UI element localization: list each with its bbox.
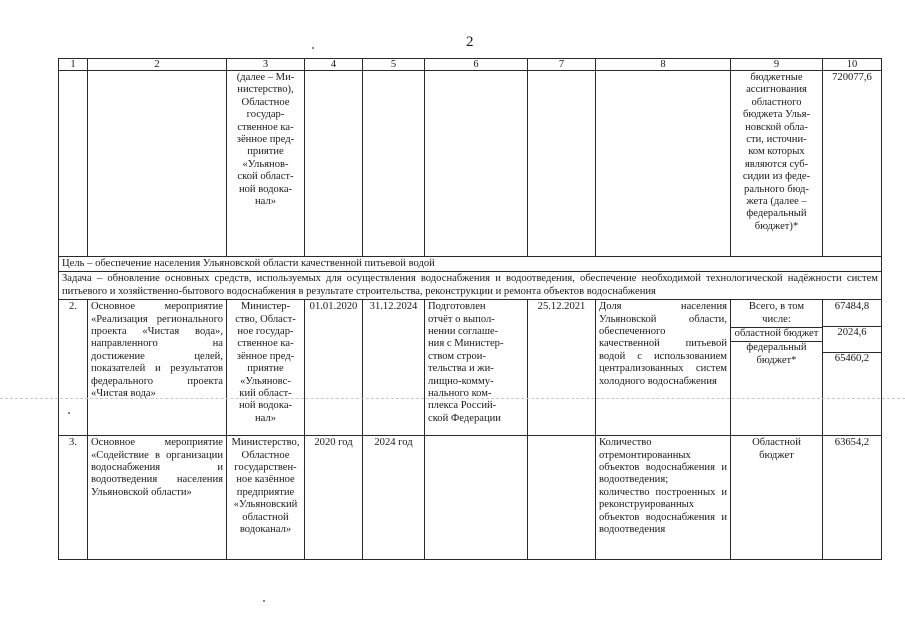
header-row	[59, 59, 882, 71]
header-cell: 8	[596, 59, 731, 71]
scan-fold-line	[0, 398, 905, 399]
program-table	[58, 58, 882, 560]
start-date: 2020 год	[305, 436, 363, 560]
scan-speck	[312, 47, 314, 49]
measure-name: Основное мероприятие «Реализация регионального проекта «Чистая вода», направленного на достижение целей, показателей и результатов федерального проекта «Чистая вода»	[88, 300, 227, 436]
executor-cell: Министерство, Областное государствен- ное казённое предприятие «Ульяновский областной водоканал»	[227, 436, 305, 560]
table-row-3	[59, 436, 882, 560]
funding-value-regional: 2024,6	[823, 327, 881, 353]
header-cell: 9	[731, 59, 823, 71]
table-cell	[363, 71, 425, 257]
row-number: 2.	[59, 300, 88, 436]
header-cell: 6	[425, 59, 528, 71]
header-cell: 4	[305, 59, 363, 71]
funding-value-federal: 65460,2	[834, 353, 870, 365]
goal-text: Цель – обеспечение населения Ульяновской области качественной питьевой водой	[59, 257, 882, 272]
funding-source-cell: Областной бюджет	[731, 436, 823, 560]
funding-value-cell: 720077,6	[823, 71, 882, 257]
header-cell: 5	[363, 59, 425, 71]
funding-source-federal: федеральный бюджет*	[746, 342, 807, 366]
funding-source-cell: бюджетные ассигнования областного бюджета Улья- новской обла- сти, источни- ком которых являются суб- сидии из феде- рального бюд- жета (далее – федеральный бюджет)*	[731, 71, 823, 257]
row-number: 3.	[59, 436, 88, 560]
funding-source-regional: областной бюджет	[731, 328, 822, 342]
table-cell	[305, 71, 363, 257]
funding-source-total: Всего, в том числе:	[731, 301, 822, 328]
start-date: 01.01.2020	[305, 300, 363, 436]
table-cell	[425, 71, 528, 257]
result-date: 25.12.2021	[528, 300, 596, 436]
result-date	[528, 436, 596, 560]
table-cell	[596, 71, 731, 257]
funding-value-cell: 63654,2	[823, 436, 882, 560]
header-cell: 7	[528, 59, 596, 71]
header-cell: 1	[59, 59, 88, 71]
funding-value-total: 67484,8	[823, 301, 881, 327]
task-row	[59, 272, 882, 300]
indicator-cell: Количество отремонтированных объектов водоснабжения и водоотведения; количество построенных и реконструированных объектов водоснабжения и водоотведения	[596, 436, 731, 560]
funding-value-cell	[823, 300, 882, 436]
page-number: 2	[466, 34, 474, 50]
scan-speck	[263, 600, 265, 602]
table-cell	[59, 71, 88, 257]
result-cell: Подготовлен отчёт о выпол- нении соглаше- ния с Министер- ством строи- тельства и жи- лищно-комму- нального ком- плекса Россий- ской Федерации	[425, 300, 528, 436]
executor-cell: (далее – Ми- нистерство), Областное государ- ственное ка- зённое пред- приятие «Ульянов- ской област- ной водока- нал»	[227, 71, 305, 257]
end-date: 31.12.2024	[363, 300, 425, 436]
result-cell	[425, 436, 528, 560]
table-row-2	[59, 300, 882, 436]
indicator-cell: Доля населения Ульяновской области, обеспеченного качественной питьевой водой с использованием централизованных систем холодного водоснабжения	[596, 300, 731, 436]
table-cell	[528, 71, 596, 257]
measure-name: Основное мероприятие «Содействие в организации водоснабжения и водоотведения населения Ульяновской области»	[88, 436, 227, 560]
executor-cell: Министер- ство, Област- ное государ- ственное ка- зённое пред- приятие «Ульяновс- кий област- ной водока- нал»	[227, 300, 305, 436]
goal-row	[59, 257, 882, 272]
task-text: Задача – обновление основных средств, используемых для осуществления водоснабжения и водоотведения, обеспечение необходимой технологической надёжности систем питьевого и хозяйственно-бытового водоснабжения в результате строительства, реконструкции и ремонта объектов водоснабжения	[59, 272, 882, 300]
end-date: 2024 год	[363, 436, 425, 560]
header-cell: 2	[88, 59, 227, 71]
header-cell: 3	[227, 59, 305, 71]
funding-source-cell	[731, 300, 823, 436]
scan-speck	[68, 412, 70, 414]
table-row-continuation	[59, 71, 882, 257]
table-cell	[88, 71, 227, 257]
header-cell: 10	[823, 59, 882, 71]
